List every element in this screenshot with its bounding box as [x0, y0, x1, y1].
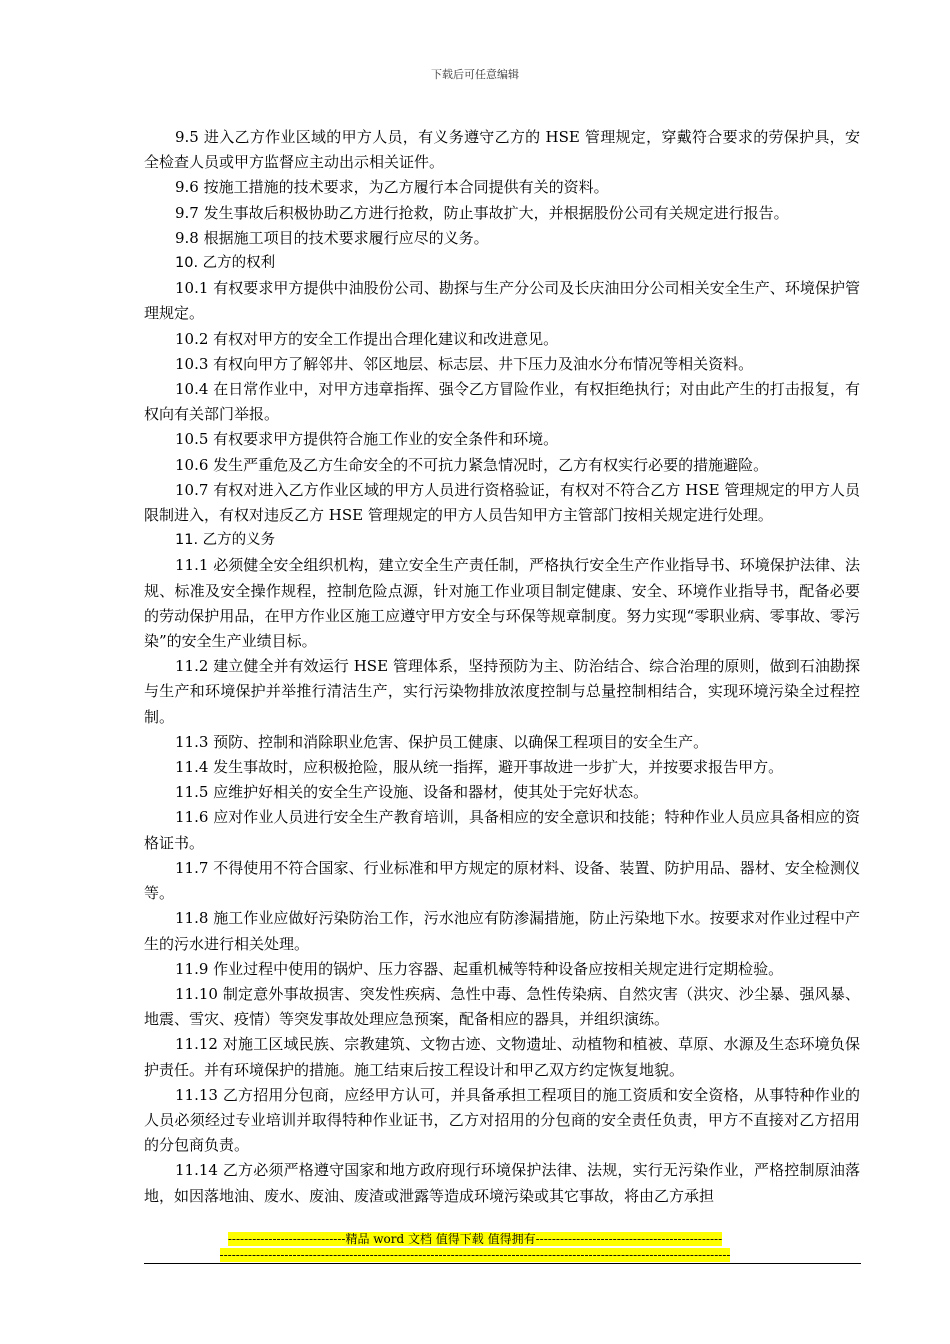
clause-paragraph: 11.4 发生事故时，应积极抢险，服从统一指挥，避开事故进一步扩大，并按要求报告甲方。 — [175, 758, 784, 777]
clause-paragraph: 11.7 不得使用不符合国家、行业标准和甲方规定的原材料、设备、装置、防护用品、器材、安全检测仪等。 — [144, 858, 860, 903]
clause-paragraph: 10.7 有权对进入乙方作业区域的甲方人员进行资格验证，有权对不符合乙方 HSE 管理规定的甲方人员限制进入，有权对违反乙方 HSE 管理规定的甲方人员告知甲方主管部门按相关规定进行处理。 — [144, 480, 860, 525]
clause-paragraph: 10.6 发生严重危及乙方生命安全的不可抗力紧急情况时，乙方有权实行必要的措施避险。 — [175, 455, 769, 474]
clause-paragraph: 11.8 施工作业应做好污染防治工作，污水池应有防渗漏措施，防止污染地下水。按要求对作业过程中产生的污水进行相关处理。 — [144, 909, 860, 953]
clause-paragraph: 9.8 根据施工项目的技术要求履行应尽的义务。 — [175, 228, 489, 247]
footer-divider-text: ------------------------------------------------------------------------------------------------------------------------------ — [219, 1248, 731, 1262]
clause-paragraph: 9.7 发生事故后积极协助乙方进行抢救，防止事故扩大，并根据股份公司有关规定进行报告。 — [175, 203, 789, 222]
section-heading: 10. 乙方的权利 — [175, 255, 276, 272]
clause-paragraph: 9.5 进入乙方作业区域的甲方人员，有义务遵守乙方的 HSE 管理规定，穿戴符合要求的劳保护具，安全检查人员或甲方监督应主动出示相关证件。 — [144, 128, 860, 172]
clause-paragraph: 11.5 应维护好相关的安全生产设施、设备和器材，使其处于完好状态。 — [175, 783, 649, 802]
header-note: 下载后可任意编辑 — [431, 68, 519, 81]
clause-paragraph: 10.4 在日常作业中，对甲方违章指挥、强令乙方冒险作业，有权拒绝执行；对由此产生的打击报复，有权向有关部门举报。 — [144, 380, 860, 424]
clause-paragraph: 11.12 对施工区域民族、宗教建筑、文物古迹、文物遗址、动植物和植被、草原、水源及生态环境负保护责任。并有环境保护的措施。施工结束后按工程设计和甲乙双方约定恢复地貌。 — [144, 1035, 860, 1079]
clause-paragraph: 11.14 乙方必须严格遵守国家和地方政府现行环境保护法律、法规，实行无污染作业，严格控制原油落地，如因落地油、废水、废油、废渣或泄露等造成环境污染或其它事故，将由乙方承担 — [144, 1161, 860, 1205]
footer-divider-dashes — [0, 1248, 950, 1262]
clause-paragraph: 11.10 制定意外事故损害、突发性疾病、急性中毒、急性传染病、自然灾害（洪灾、沙尘暴、强风暴、地震、雪灾、疫情）等突发事故处理应急预案，配备相应的器具，并组织演练。 — [144, 984, 860, 1029]
clause-paragraph: 11.9 作业过程中使用的锅炉、压力容器、起重机械等特种设备应按相关规定进行定期检验。 — [175, 959, 784, 978]
clause-paragraph: 11.1 必须健全安全组织机构，建立安全生产责任制，严格执行安全生产作业指导书、环境保护法律、法规、标准及安全操作规程，控制危险点源，针对施工作业项目制定健康、安全、环境作业指导书，配备必要的劳动保护用品，在甲方作业区施工应遵守甲方安全与环保等规章制度。努力实现“零职业病、零事故、零污染”的安全生产业绩目标。 — [144, 556, 860, 651]
clause-paragraph: 11.6 应对作业人员进行安全生产教育培训，具备相应的安全意识和技能；特种作业人员应具备相应的资格证书。 — [144, 808, 860, 852]
footer-banner-text: -----------------------------精品 word 文档 值得下载 值得拥有---------------------------------------------- — [227, 1232, 723, 1246]
footer-banner — [0, 1232, 950, 1246]
clause-paragraph: 10.2 有权对甲方的安全工作提出合理化建议和改进意见。 — [175, 329, 559, 348]
clause-paragraph: 11.2 建立健全并有效运行 HSE 管理体系，坚持预防为主、防治结合、综合治理的原则，做到石油勘探与生产和环境保护并举推行清洁生产，实行污染物排放浓度控制与总量控制相结合，实现环境污染全过程控制。 — [144, 657, 860, 726]
clause-paragraph: 11.13 乙方招用分包商，应经甲方认可，并具备承担工程项目的施工资质和安全资格，从事特种作业的人员必须经过专业培训并取得特种作业证书，乙方对招用的分包商的安全责任负责，甲方不直接对乙方招用的分包商负责。 — [144, 1085, 860, 1155]
clause-paragraph: 10.1 有权要求甲方提供中油股份公司、勘探与生产分公司及长庆油田分公司相关安全生产、环境保护管理规定。 — [144, 279, 860, 323]
section-heading: 11. 乙方的义务 — [175, 532, 276, 549]
footer-rule — [144, 1263, 861, 1264]
clause-paragraph: 10.3 有权向甲方了解邻井、邻区地层、标志层、井下压力及油水分布情况等相关资料。 — [175, 354, 754, 373]
clause-paragraph: 9.6 按施工措施的技术要求，为乙方履行本合同提供有关的资料。 — [175, 178, 609, 197]
clause-paragraph: 10.5 有权要求甲方提供符合施工作业的安全条件和环境。 — [175, 430, 559, 449]
document-body — [144, 125, 860, 1209]
clause-paragraph: 11.3 预防、控制和消除职业危害、保护员工健康、以确保工程项目的安全生产。 — [175, 732, 709, 751]
